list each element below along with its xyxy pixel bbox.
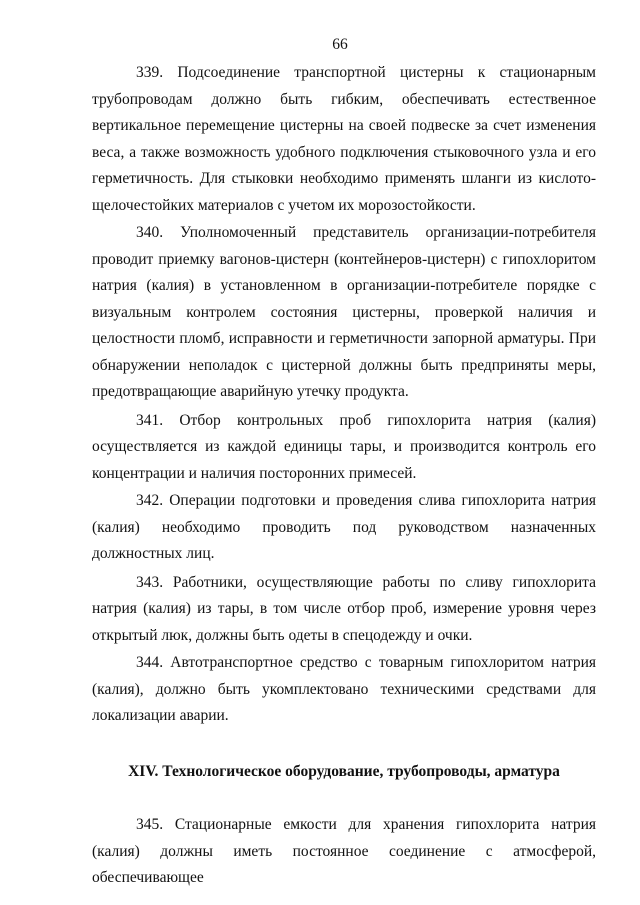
paragraph-340: 340. Уполномоченный представитель организации-потребителя проводит приемку вагонов-цистерн (контейнеров-цистерн) с гипохлоритом натрия (калия) в установленном в организации-потребителе порядке с визуальным контролем состояния цистерны, проверкой наличия и целостности пломб, исправности и герметичности запорной арматуры. При обнаружении неполадок с цистерной должны быть предприняты меры, предотвращающие аварийную утечку продукта.	[92, 224, 596, 400]
page-number: 66	[332, 36, 348, 53]
paragraph-344: 344. Автотранспортное средство с товарным гипохлоритом натрия (калия), должно быть укомплектовано техническими средствами для локализации аварии.	[92, 654, 596, 724]
paragraph-342: 342. Операции подготовки и проведения слива гипохлорита натрия (калия) необходимо проводить под руководством назначенных должностных лиц.	[92, 492, 596, 562]
paragraph-341: 341. Отбор контрольных проб гипохлорита натрия (калия) осуществляется из каждой единицы тары, и производится контроль его концентрации и наличия посторонних примесей.	[92, 411, 596, 482]
paragraph-343: 343. Работники, осуществляющие работы по сливу гипохлорита натрия (калия) из тары, в том числе отбор проб, измерение уровня через открытый люк, должны быть одеты в спецодежду и очки.	[92, 573, 596, 644]
document-body	[92, 60, 596, 892]
paragraph-339: 339. Подсоединение транспортной цистерны к стационарным трубопроводам должно быть гибким, обеспечивать естественное вертикальное перемещение цистерны на своей подвеске за счет изменения веса, а также возможность удобного подключения стыковочного узла и его герметичность. Для стыковки необходимо применять шланги из кислото-щелочестойких материалов с учетом их морозостойкости.	[92, 64, 596, 214]
section-heading: XIV. Технологическое оборудование, трубопроводы, арматура	[128, 762, 560, 780]
paragraph-345: 345. Стационарные емкости для хранения гипохлорита натрия (калия) должны иметь постоянное соединение с атмосферой, обеспечивающее	[92, 816, 596, 886]
